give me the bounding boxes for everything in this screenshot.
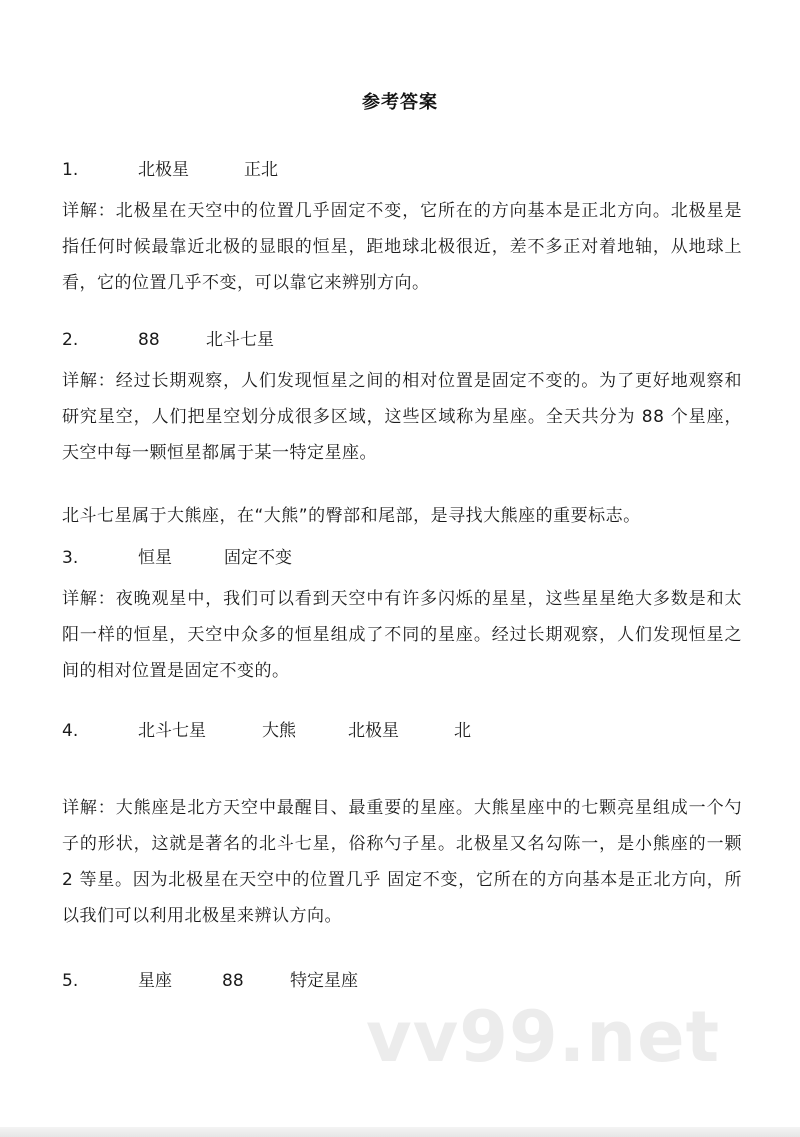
answer-text: 固定不变 bbox=[224, 548, 292, 568]
item-number: 3. bbox=[62, 548, 79, 568]
answer-text: 北极星 bbox=[348, 721, 399, 741]
explanation-paragraph: 详解：北极星在天空中的位置几乎固定不变，它所在的方向基本是正北方向。北极星是指任何时候最靠近北极的显眼的恒星，距地球北极很近，差不多正对着地轴，从地球上看，它的位置几乎不变，可以靠它来辨别方向。 bbox=[62, 201, 742, 293]
item-number: 4. bbox=[62, 721, 79, 741]
answer-text: 北斗七星 bbox=[138, 721, 206, 741]
answer-text: 北斗七星 bbox=[206, 330, 274, 350]
answer-text: 北 bbox=[454, 721, 471, 741]
explanation-paragraph: 详解：大熊座是北方天空中最醒目、最重要的星座。大熊星座中的七颗亮星组成一个勺子的形状，这就是著名的北斗七星，俗称勺子星。北极星又名勾陈一，是小熊座的一颗 2 等星。因为北极星在天空中的位置几乎 固定不变，它所在的方向基本是正北方向，所以我们可以利用北极星来辨认方向。 bbox=[62, 798, 742, 926]
item-number: 5. bbox=[62, 971, 79, 991]
answer-text: 88 bbox=[138, 330, 160, 350]
explanation-paragraph: 详解：夜晚观星中，我们可以看到天空中有许多闪烁的星星，这些星星绝大多数是和太阳一样的恒星，天空中众多的恒星组成了不同的星座。经过长期观察，人们发现恒星之间的相对位置是固定不变的。 bbox=[62, 589, 742, 681]
answer-text: 北极星 bbox=[138, 160, 189, 180]
answer-text: 星座 bbox=[138, 971, 172, 991]
answer-text: 大熊 bbox=[262, 721, 296, 741]
page-bottom-edge bbox=[0, 1127, 800, 1137]
item-number: 1. bbox=[62, 160, 79, 180]
item-number: 2. bbox=[62, 330, 79, 350]
answer-text: 正北 bbox=[244, 160, 278, 180]
watermark: vv99.net bbox=[366, 996, 721, 1078]
answer-text: 88 bbox=[222, 971, 244, 991]
page-title: 参考答案 bbox=[362, 92, 438, 113]
answer-text: 特定星座 bbox=[290, 971, 358, 991]
explanation-paragraph: 详解：经过长期观察，人们发现恒星之间的相对位置是固定不变的。为了更好地观察和研究星空，人们把星空划分成很多区域，这些区域称为星座。全天共分为 88 个星座，天空中每一颗恒星都属于某一特定星座。 bbox=[62, 371, 742, 463]
explanation-paragraph: 北斗七星属于大熊座，在“大熊”的臀部和尾部，是寻找大熊座的重要标志。 bbox=[62, 506, 641, 526]
answer-text: 恒星 bbox=[138, 548, 172, 568]
